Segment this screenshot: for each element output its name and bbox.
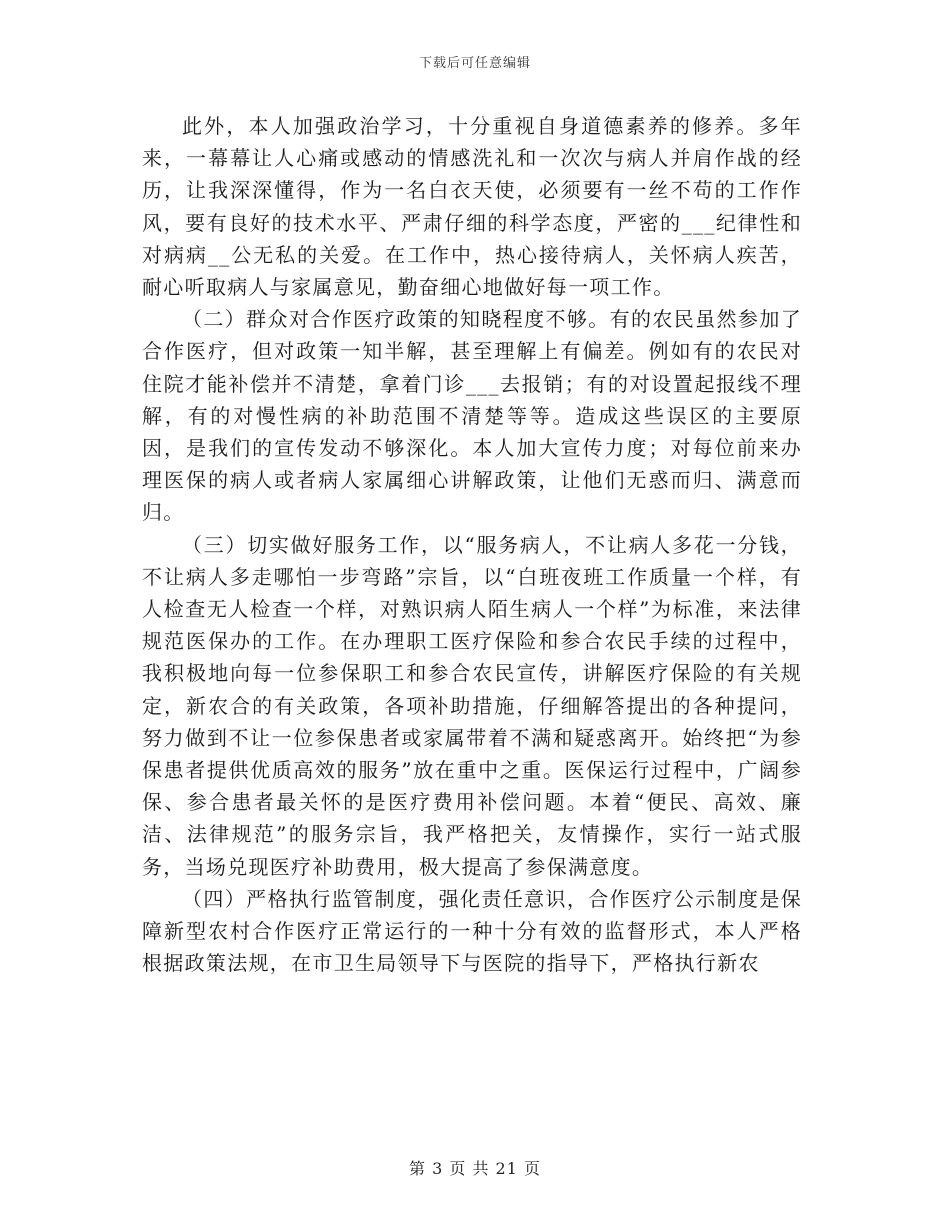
paragraph-4: （四）严格执行监管制度，强化责任意识，合作医疗公示制度是保障新型农村合作医疗正常运行的一种十分有效的监督形式，本人严格根据政策法规，在市卫生局领导下与医院的指导下，严格执行新农 — [142, 886, 802, 976]
page-number: 第 3 页 共 21 页 — [409, 1159, 541, 1178]
paragraph-1: 此外，本人加强政治学习，十分重视自身道德素养的修养。多年来，一幕幕让人心痛或感动的情感洗礼和一次次与病人并肩作战的经历，让我深深懂得，作为一名白衣天使，必须要有一丝不苟的工作作风，要有良好的技术水平、严肃仔细的科学态度，严密的___纪律性和对病病__公无私的关爱。在工作中，热心接待病人，关怀病人疾苦，耐心听取病人与家属意见，勤奋细心地做好每一项工作。 — [142, 114, 802, 300]
paragraph-3: （三）切实做好服务工作，以“服务病人，不让病人多花一分钱，不让病人多走哪怕一步弯路”宗旨，以“白班夜班工作质量一个样，有人检查无人检查一个样，对熟识病人陌生病人一个样”为标准，来法律规范医保办的工作。在办理职工医疗保险和参合农民手续的过程中，我积极地向每一位参保职工和参合农民宣传，讲解医疗保险的有关规定，新农合的有关政策，各项补助措施，仔细解答提出的各种提问，努力做到不让一位参保患者或家属带着不满和疑惑离开。始终把“为参保患者提供优质高效的服务”放在重中之重。医保运行过程中，广阔参保、参合患者最关怀的是医疗费用补偿问题。本着“便民、高效、廉洁、法律规范”的服务宗旨，我严格把关，友情操作，实行一站式服务，当场兑现医疗补助费用，极大提高了参保满意度。 — [142, 532, 802, 879]
page-header: 下载后可任意编辑 — [418, 56, 531, 71]
document-body — [142, 110, 802, 979]
paragraph-2: （二）群众对合作医疗政策的知晓程度不够。有的农民虽然参加了合作医疗，但对政策一知半解，甚至理解上有偏差。例如有的农民对住院才能补偿并不清楚，拿着门诊___去报销；有的对设置起报线不理解，有的对慢性病的补助范围不清楚等等。造成这些误区的主要原因，是我们的宣传发动不够深化。本人加大宣传力度；对每位前来办理医保的病人或者病人家属细心讲解政策，让他们无惑而归、满意而归。 — [142, 307, 802, 525]
